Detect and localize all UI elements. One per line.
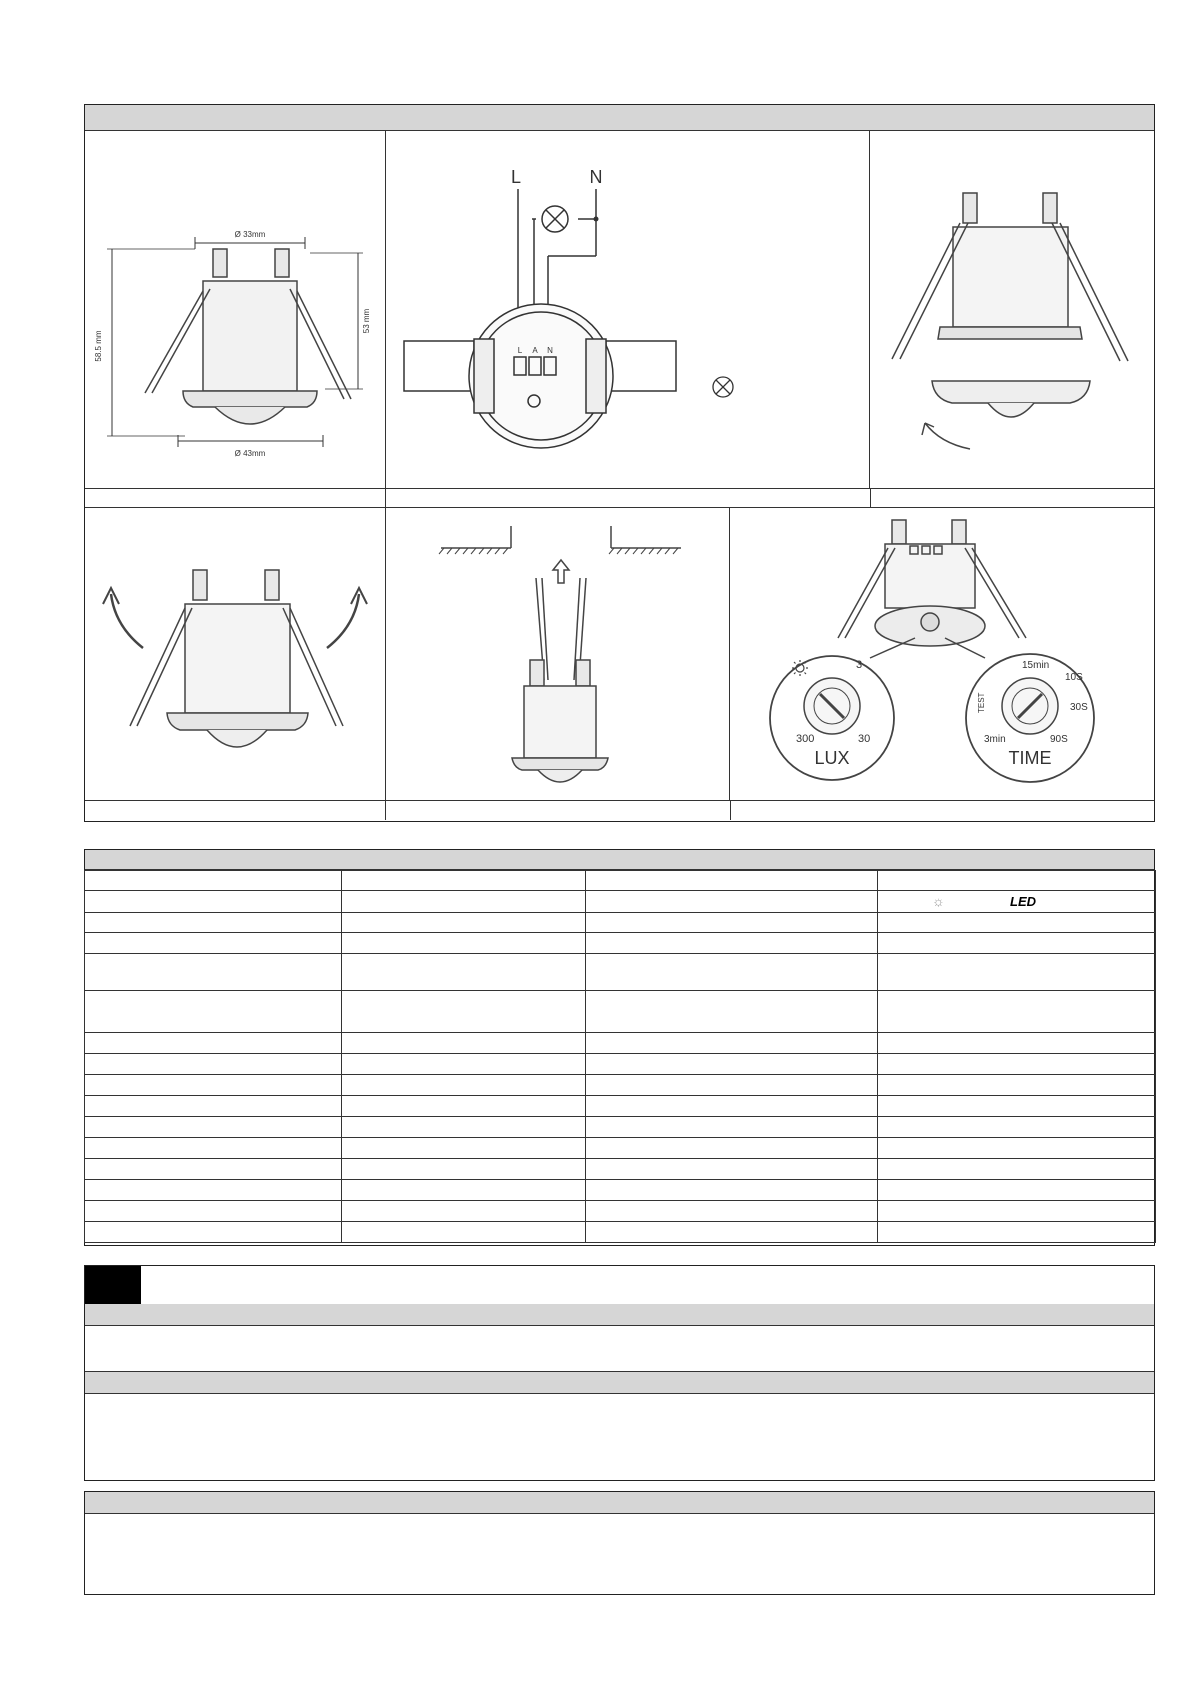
specifications-table — [84, 870, 1156, 1243]
cover-removal-drawing — [870, 131, 1154, 488]
specifications-header-bar — [85, 850, 1154, 870]
table-row — [85, 1075, 1156, 1096]
language-section — [84, 1265, 1155, 1481]
table-row — [85, 991, 1156, 1033]
table-row — [85, 1180, 1156, 1201]
table-row — [85, 1033, 1156, 1054]
lux-dial — [770, 656, 894, 780]
time-label-30s: 30S — [1070, 702, 1088, 713]
figure-row2-caption-strip — [85, 800, 1154, 820]
time-dial-title: TIME — [1008, 748, 1052, 768]
daylight-icon: ☼ — [932, 893, 945, 909]
table-row — [85, 933, 1156, 954]
time-label-test: TEST — [977, 692, 986, 713]
time-label-15min: 15min — [1022, 660, 1050, 671]
terminal-label-a: A — [532, 346, 538, 355]
table-row — [85, 954, 1156, 991]
lux-label-30: 30 — [858, 733, 871, 745]
wiring-label-line: L — [510, 167, 522, 187]
figure-spring-open-cell — [85, 508, 386, 800]
time-label-10s: 10S — [1065, 672, 1083, 683]
table-row — [85, 891, 1156, 913]
time-label-3min: 3min — [984, 734, 1006, 745]
terminal-label-n: N — [547, 346, 553, 355]
terminal-label-l: L — [517, 346, 523, 355]
wiring-diagram — [386, 131, 870, 488]
time-label-90s: 90S — [1050, 734, 1068, 745]
lux-dial-title: LUX — [814, 748, 850, 768]
figure-insert-cell — [386, 508, 730, 800]
figure-cover-removal-cell — [870, 131, 1154, 488]
lux-label-3: 3 — [856, 659, 863, 671]
lamp-symbol — [713, 377, 733, 397]
figures-panel — [84, 104, 1155, 822]
subsection-2-body — [85, 1394, 1154, 1480]
sensor-base-top-view — [404, 304, 676, 448]
table-row — [85, 871, 1156, 891]
figure-settings-cell — [730, 508, 1154, 800]
table-row — [85, 1054, 1156, 1075]
table-row — [85, 1096, 1156, 1117]
subsection-2-header — [85, 1372, 1154, 1394]
subsection-1-body — [85, 1326, 1154, 1372]
specifications-panel — [84, 849, 1155, 1246]
subsection-1-header — [85, 1304, 1154, 1326]
table-row — [85, 1117, 1156, 1138]
dimension-bottom-width: Ø 43mm — [234, 449, 266, 458]
language-badge — [85, 1266, 141, 1304]
settings-drawing — [730, 508, 1154, 800]
figure-wiring-cell — [386, 131, 870, 488]
table-row — [85, 913, 1156, 933]
figures-header-bar — [85, 105, 1154, 131]
dimensions-drawing — [85, 131, 385, 488]
insert-drawing — [386, 508, 730, 800]
final-section — [84, 1491, 1155, 1595]
table-row — [85, 1222, 1156, 1243]
sensor-side-view — [145, 249, 351, 424]
spring-open-drawing — [85, 508, 385, 800]
dimension-body-height: 53 mm — [362, 308, 371, 334]
wiring-label-neutral: N — [589, 167, 603, 187]
time-dial — [966, 654, 1094, 782]
table-row — [85, 1159, 1156, 1180]
figure-dimensions-cell — [85, 131, 386, 488]
lux-label-300: 300 — [796, 733, 815, 745]
dimension-top-width: Ø 33mm — [234, 230, 266, 239]
figure-row1-caption-strip — [85, 488, 1154, 508]
table-row — [85, 1201, 1156, 1222]
table-row — [85, 1138, 1156, 1159]
dimension-total-height: 58.5 mm — [94, 330, 103, 362]
led-label: LED — [1010, 894, 1036, 909]
final-section-body — [85, 1514, 1154, 1594]
final-section-header — [85, 1492, 1154, 1514]
